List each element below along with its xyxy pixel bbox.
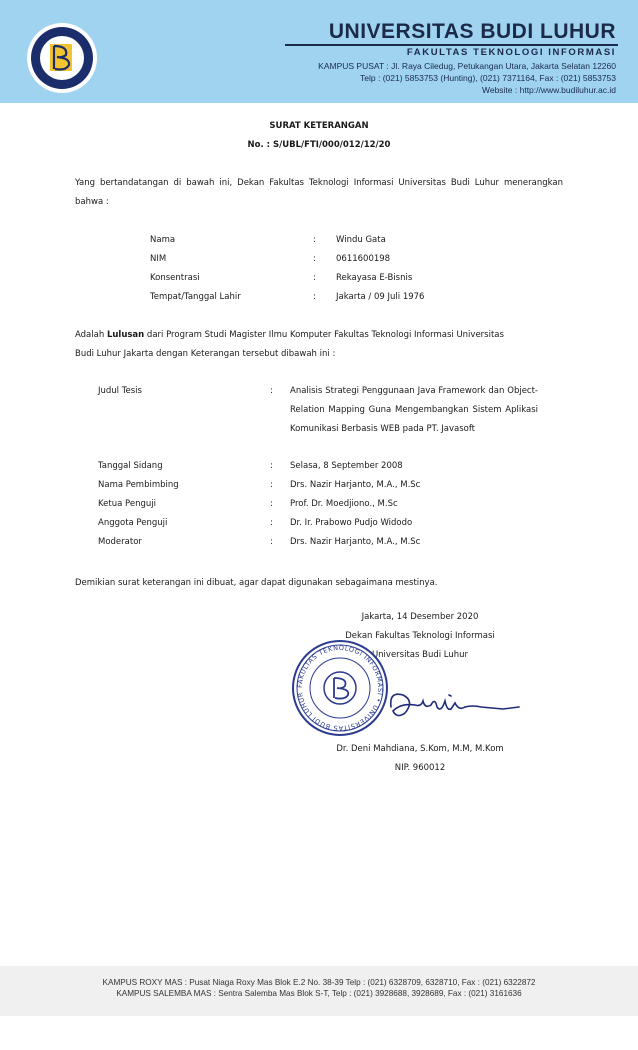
detail-value: Selasa, 8 September 2008 bbox=[290, 461, 403, 471]
footer-roxy-mas: KAMPUS ROXY MAS : Pusat Niaga Roxy Mas Blok E.2 No. 38-39 Telp : (021) 6328709, 6328710, Fax : (021) 6322872 bbox=[102, 978, 536, 987]
letter-title: SURAT KETERANGAN bbox=[269, 121, 369, 131]
colon: : bbox=[313, 273, 316, 283]
identity-label: Konsentrasi bbox=[150, 273, 200, 283]
closing-paragraph: Demikian surat keterangan ini dibuat, agar dapat digunakan sebagaimana mestinya. bbox=[75, 578, 438, 588]
colon: : bbox=[313, 292, 316, 302]
statement-line-1 bbox=[75, 326, 504, 345]
detail-value: Prof. Dr. Moedjiono., M.Sc bbox=[290, 499, 398, 509]
header-rule bbox=[285, 44, 618, 46]
statement-bold: Lulusan bbox=[106, 330, 145, 340]
letter-number: No. : S/UBL/FTI/000/012/12/20 bbox=[247, 140, 391, 150]
identity-label: Nama bbox=[150, 235, 176, 245]
detail-label: Moderator bbox=[98, 537, 142, 547]
signer-nip: NIP. 960012 bbox=[394, 763, 446, 773]
header-website: Website : http://www.budiluhur.ac.id bbox=[481, 85, 616, 95]
identity-label: Tempat/Tanggal Lahir bbox=[150, 292, 241, 302]
sign-place-date: Jakarta, 14 Desember 2020 bbox=[361, 612, 479, 622]
colon: : bbox=[270, 480, 273, 490]
signature-icon bbox=[385, 683, 525, 723]
letterhead bbox=[0, 0, 638, 103]
footer bbox=[0, 966, 638, 1016]
detail-label: Nama Pembimbing bbox=[98, 480, 179, 490]
stamp-text: FAKULTAS TEKNOLOGI INFORMASI • UNIVERSITAS BUDI LUHUR bbox=[295, 643, 385, 733]
university-name: UNIVERSITAS BUDI LUHUR bbox=[328, 20, 616, 43]
identity-value: Rekayasa E-Bisnis bbox=[336, 273, 413, 283]
identity-value: Windu Gata bbox=[336, 235, 386, 245]
faculty-stamp-icon bbox=[290, 638, 390, 738]
signer-name: Dr. Deni Mahdiana, S.Kom, M.M, M.Kom bbox=[336, 744, 504, 754]
colon: : bbox=[270, 518, 273, 528]
detail-label: Anggota Penguji bbox=[98, 518, 168, 528]
header-phone: Telp : (021) 5853753 (Hunting), (021) 7371164, Fax : (021) 5853753 bbox=[360, 73, 616, 83]
colon: : bbox=[270, 499, 273, 509]
intro-paragraph: Yang bertandatangan di bawah ini, Dekan Fakultas Teknologi Informasi Universitas Budi Luhur menerangkan bahwa : bbox=[75, 178, 563, 207]
university-logo-icon bbox=[26, 22, 98, 94]
detail-value: Drs. Nazir Harjanto, M.A., M.Sc bbox=[290, 537, 421, 547]
statement-pre: Adalah bbox=[75, 330, 107, 340]
sign-position: Dekan Fakultas Teknologi Informasi bbox=[345, 631, 495, 641]
colon: : bbox=[313, 254, 316, 264]
detail-label: Ketua Penguji bbox=[98, 499, 156, 509]
detail-label: Tanggal Sidang bbox=[98, 461, 163, 471]
footer-salemba-mas: KAMPUS SALEMBA MAS : Sentra Salemba Mas Blok S-T, Telp : (021) 3928688, 3928689, Fax : (021) 3161636 bbox=[116, 989, 522, 998]
colon: : bbox=[313, 235, 316, 245]
colon: : bbox=[270, 537, 273, 547]
identity-value: 0611600198 bbox=[336, 254, 391, 264]
identity-label: NIM bbox=[150, 254, 167, 264]
identity-value: Jakarta / 09 Juli 1976 bbox=[336, 292, 425, 302]
header-address: KAMPUS PUSAT : Jl. Raya Ciledug, Petukangan Utara, Jakarta Selatan 12260 bbox=[318, 61, 616, 71]
colon: : bbox=[270, 461, 273, 471]
statement-line-2: Budi Luhur Jakarta dengan Keterangan tersebut dibawah ini : bbox=[75, 349, 336, 359]
statement-post: dari Program Studi Magister Ilmu Komputer Fakultas Teknologi Informasi Universitas bbox=[144, 330, 504, 340]
thesis-title: Analisis Strategi Penggunaan Java Framework dan Object-Relation Mapping Guna Mengembangkan Sistem Aplikasi Komunikasi Berbasis WEB pada PT. Javasoft bbox=[290, 386, 538, 434]
thesis-label: Judul Tesis bbox=[98, 386, 142, 396]
sign-institution: Universitas Budi Luhur bbox=[371, 650, 469, 660]
faculty-name: FAKULTAS TEKNOLOGI INFORMASI bbox=[406, 47, 616, 58]
detail-value: Drs. Nazir Harjanto, M.A., M.Sc bbox=[290, 480, 421, 490]
detail-value: Dr. Ir. Prabowo Pudjo Widodo bbox=[290, 518, 413, 528]
colon: : bbox=[270, 386, 273, 396]
